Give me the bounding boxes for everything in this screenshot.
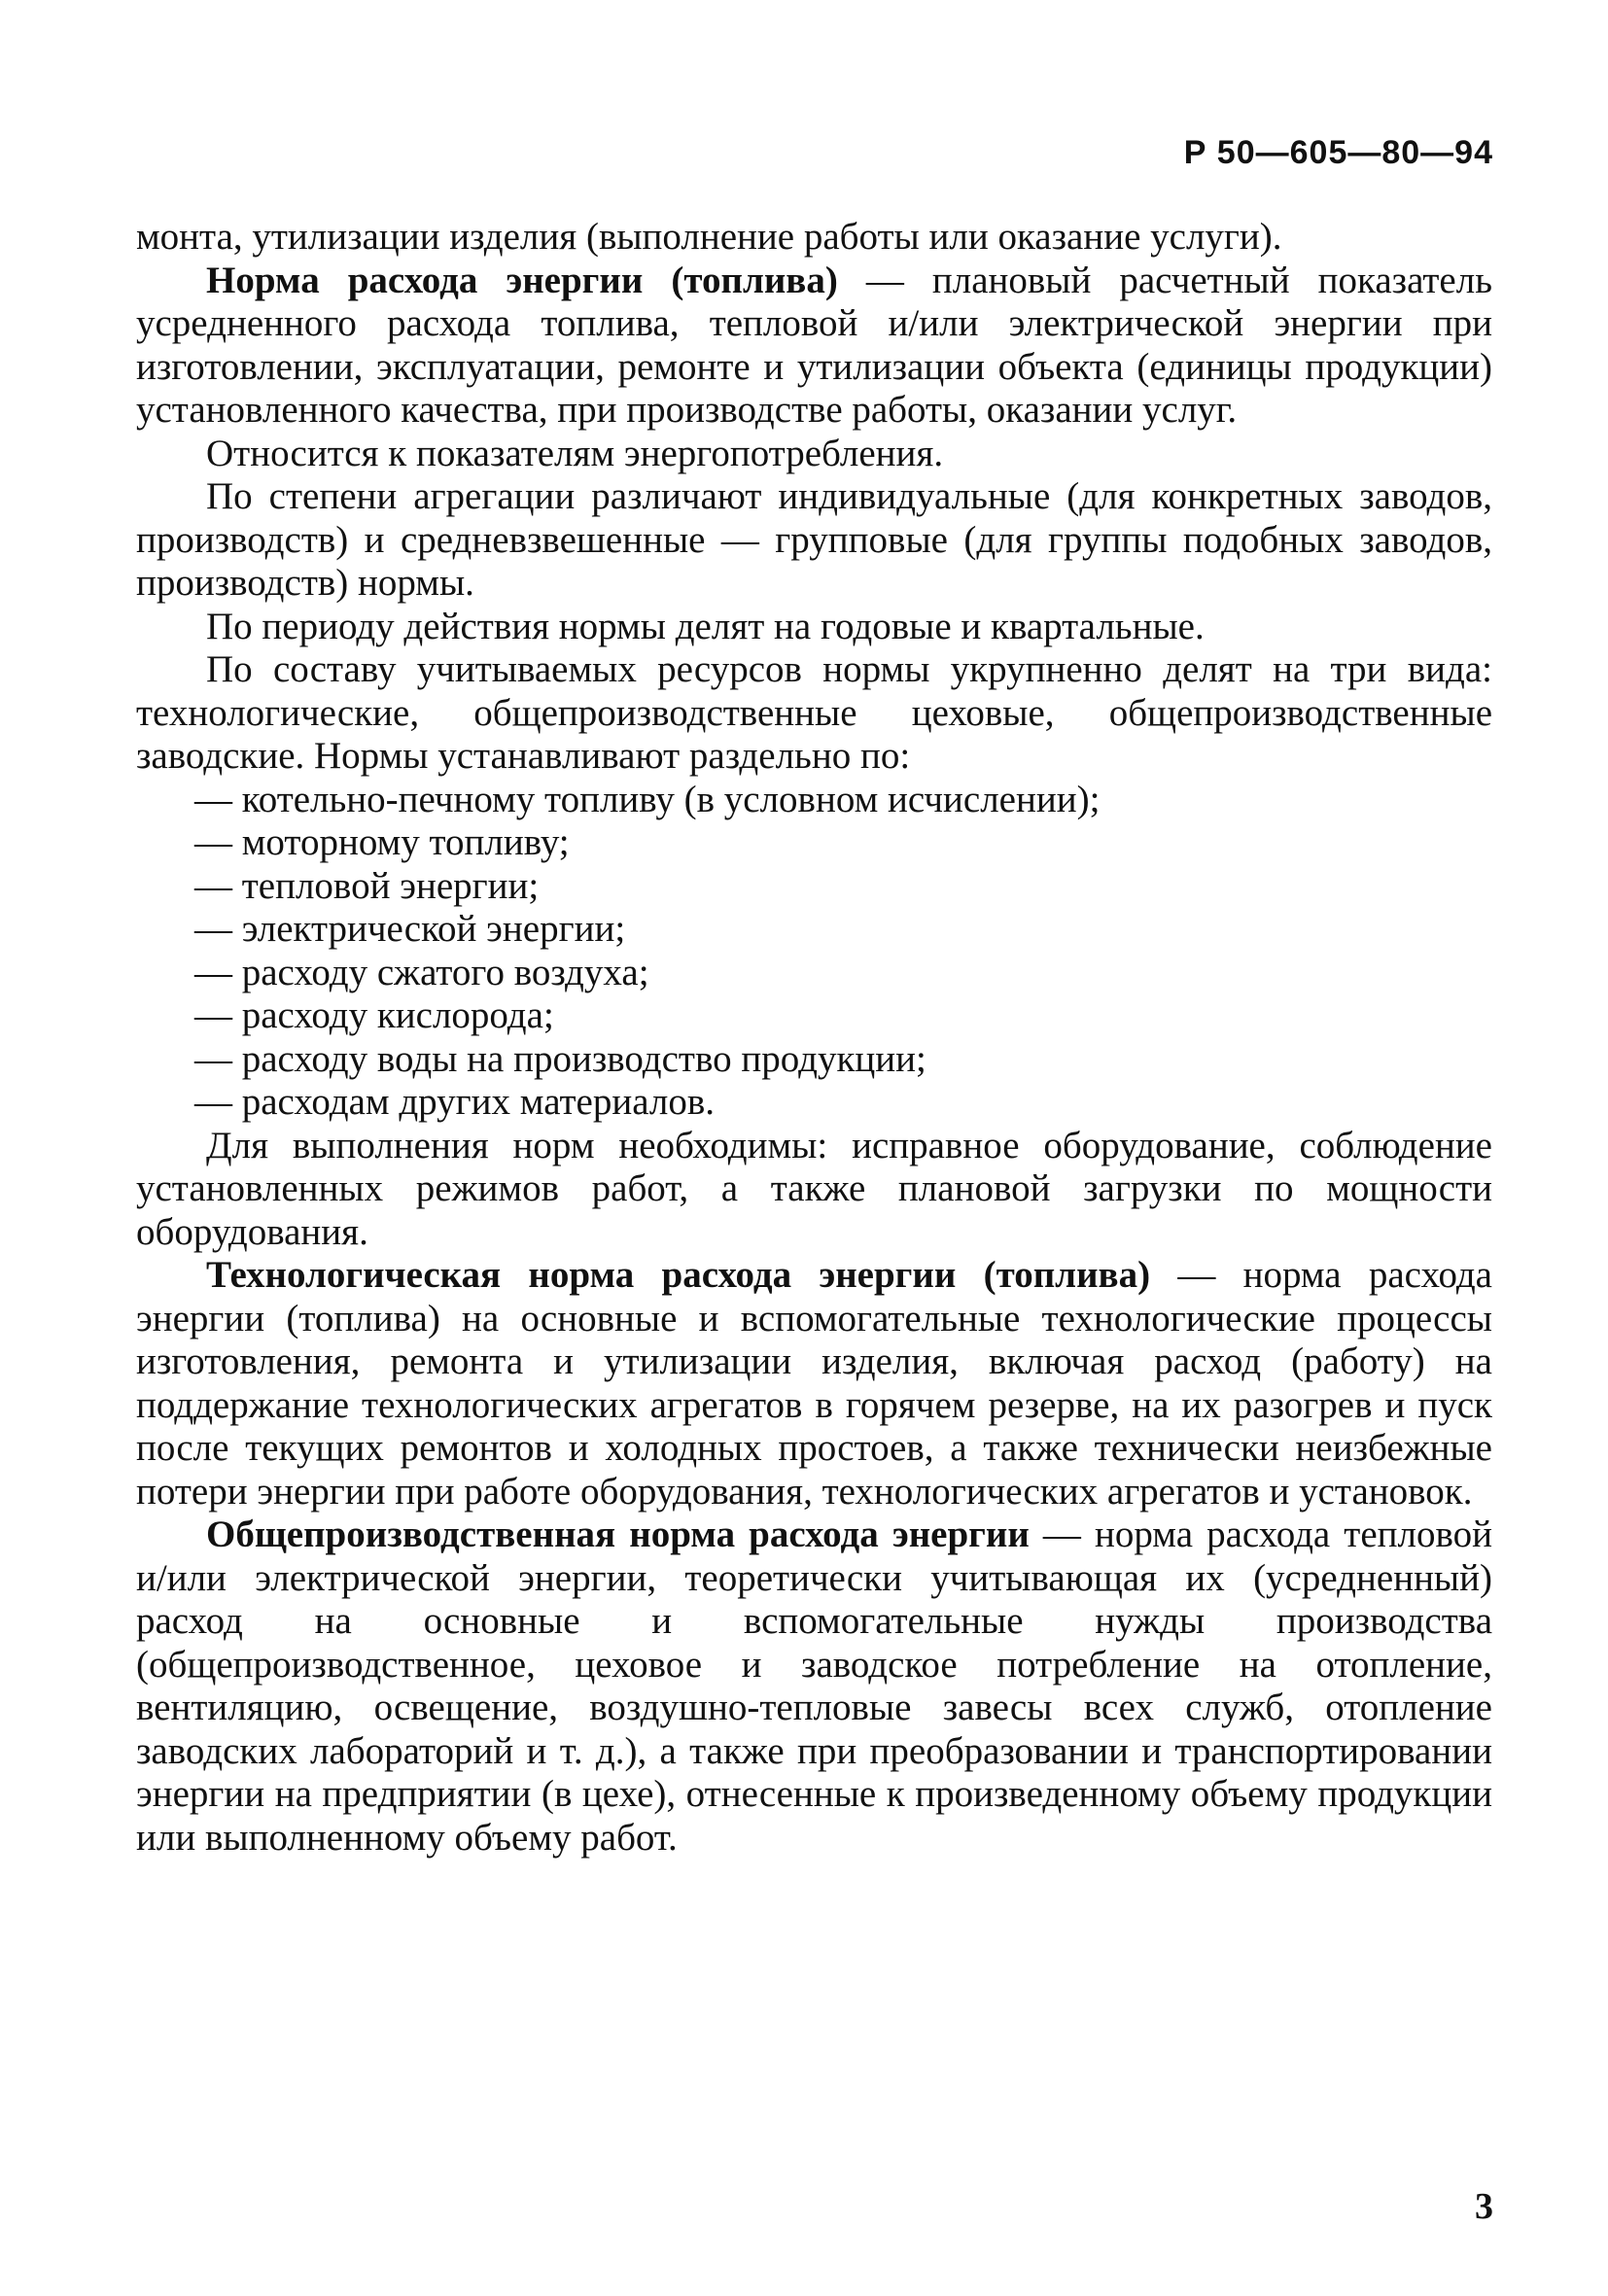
definition-text: — плановый расчетный показатель усредненного расхода топлива, тепловой и/или электрической энергии при изготовлении, эксплуатации, ремонте и утилизации объекта (единицы продукции) установленного качества, при производстве работы, оказании услуг. [136,259,1492,431]
term-energy-consumption-norm: Норма расхода энергии (топлива) [206,259,838,301]
list-item: — тепловой энергии; [194,864,540,907]
paragraph: Относится к показателям энергопотребления. [206,432,944,474]
list-item: — моторному топливу; [194,821,570,863]
list-item: — расходу кислорода; [194,994,554,1036]
document-code: Р 50—605—80—94 [1183,134,1493,171]
paragraph-energy-norm-definition [136,260,1492,433]
paragraph: Для выполнения норм необходимы: исправное оборудование, соблюдение установленных режимов работ, а также плановой загрузки по мощности оборудования. [136,1124,1492,1253]
term-general-production-norm: Общепроизводственная норма расхода энергии [206,1513,1030,1555]
term-technological-norm: Технологическая норма расхода энергии (топлива) [206,1254,1151,1296]
list-item: — электрической энергии; [194,908,626,950]
paragraph-general-production-norm-definition [136,1513,1492,1860]
paragraph: По периоду действия нормы делят на годовые и квартальные. [206,605,1205,647]
paragraph-technological-norm-definition [136,1254,1492,1513]
definition-text: — норма расхода тепловой и/или электрической энергии, теоретически учитывающая их (усредненный) расход на основные и вспомогательные нужды производства (общепроизводственное, цеховое и заводское потребление на отопление, вентиляцию, освещение, воздушно-тепловые завесы всех служб, отопление заводских лабораторий и т. д.), а также при преобразовании и транспортировании энергии на предприятии (в цехе), отнесенные к произведенному объему продукции или выполненному объему работ. [136,1513,1493,1859]
list-item: — расходам других материалов. [194,1081,715,1123]
body-text [136,216,1492,1860]
list-item: — расходу воды на производство продукции; [194,1037,926,1080]
paragraph: По составу учитываемых ресурсов нормы укрупненно делят на три вида: технологические, общепроизводственные цеховые, общепроизводственные заводские. Нормы устанавливают раздельно по: [136,648,1492,777]
list-item: — расходу сжатого воздуха; [194,951,649,993]
paragraph-continuation: монта, утилизации изделия (выполнение работы или оказание услуги). [136,216,1282,258]
paragraph: По степени агрегации различают индивидуальные (для конкретных заводов, производств) и средневзвешенные — групповые (для группы подобных заводов, производств) нормы. [136,475,1492,604]
list-item: — котельно-печному топливу (в условном исчислении); [194,778,1101,820]
page-number: 3 [1475,2186,1493,2227]
definition-text: — норма расхода энергии (топлива) на основные и вспомогательные технологические процессы изготовления, ремонта и утилизации изделия, включая расход (работу) на поддержание технологических агрегатов в горячем резерве, на их разогрев и пуск после текущих ремонтов и холодных простоев, а также технически неизбежные потери энергии при работе оборудования, технологических агрегатов и установок. [136,1254,1492,1513]
